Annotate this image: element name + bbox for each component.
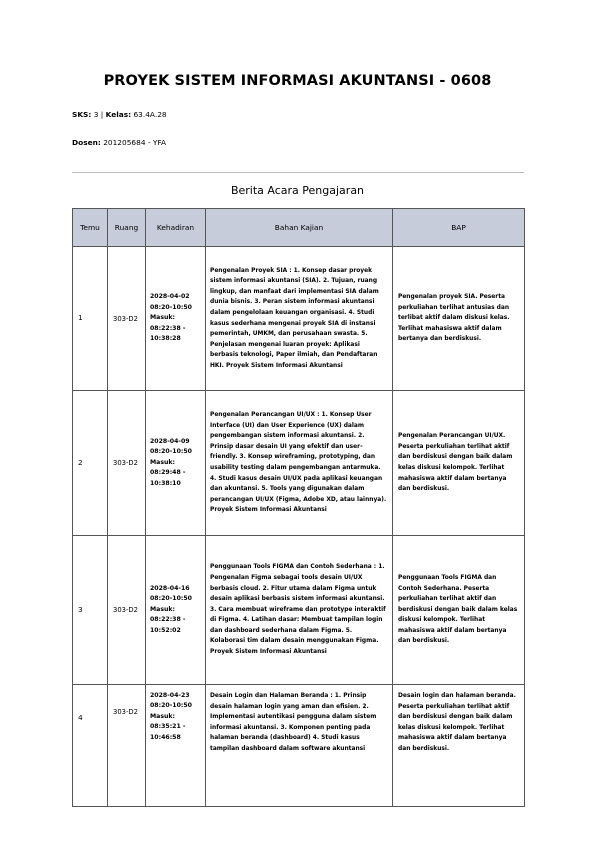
masuk-label: Masuk: (150, 458, 176, 466)
attendance-time: 08:35:21 - 10:46:58 (150, 723, 186, 741)
cell-ruang: 303-D2 (108, 536, 146, 685)
time-range: 08:20-10:50 (150, 702, 192, 710)
table-header-row (73, 209, 525, 247)
cell-kehadiran (146, 536, 206, 685)
cell-bap: Pengenalan Perancangan UI/UX. Peserta perkuliahan terlihat aktif dan berdiskusi dengan baik dalam kelas diskusi kelompok. Terlihat mahasiswa aktif dalam bertanya dan berdiskusi. (393, 391, 525, 536)
time-range: 08:20-10:50 (150, 595, 192, 603)
cell-ruang: 303-D2 (108, 391, 146, 536)
masuk-label: Masuk: (150, 605, 176, 613)
table-row (73, 536, 525, 685)
cell-bap: Penggunaan Tools FIGMA dan Contoh Sederhana. Peserta perkuliahan terlihat aktif dan berdiskusi dengan baik dalam kelas diskusi kelompok. Terlihat mahasiswa aktif dalam bertanya dan berdiskusi. (393, 536, 525, 685)
attendance-time: 08:29:48 - 10:38:10 (150, 469, 186, 487)
cell-ruang: 303-D2 (108, 685, 146, 807)
header-kehadiran: Kehadiran (146, 209, 206, 247)
header-bap: BAP (393, 209, 525, 247)
cell-temu: 4 (73, 685, 108, 807)
date: 2028-04-09 (150, 437, 190, 445)
masuk-label: Masuk: (150, 712, 176, 720)
cell-ruang: 303-D2 (108, 247, 146, 391)
horizontal-divider (72, 172, 524, 173)
cell-bap (393, 685, 525, 807)
teaching-record-table (72, 208, 525, 807)
cell-kehadiran (146, 247, 206, 391)
masuk-label: Masuk: (150, 314, 176, 322)
table-row (73, 391, 525, 536)
cell-bap: Pengenalan proyek SIA. Peserta perkuliahan terlihat antusias dan terlibat aktif dalam diskusi kelas. Terlihat mahasiswa aktif dalam bertanya dan berdiskusi. (393, 247, 525, 391)
cell-temu: 1 (73, 247, 108, 391)
bahan-kajian-text: Desain Login dan Halaman Beranda : 1. Prinsip desain halaman login yang aman dan efisien. 2. Implementasi autentikasi pengguna dalam sistem informasi akuntansi. 3. Komponen penting pada halaman beranda (dashboard) 4. Studi kasus tampilan dashboard dalam software akuntansi (210, 693, 377, 752)
cell-bahan-kajian: Pengenalan Proyek SIA : 1. Konsep dasar proyek sistem informasi akuntansi (SIA). 2. Tujuan, ruang lingkup, dan manfaat dari implementasi SIA dalam dunia bisnis. 3. Peran sistem informasi akuntansi dalam pengelolaan keuangan organisasi. 4. Studi kasus sederhana mengenai proyek SIA di instansi pemerintah, UMKM, dan perusahaan swasta. 5. Penjelasan mengenai luaran proyek: Aplikasi berbasis teknologi, Paper ilmiah, dan Pendaftaran HKI. Proyek Sistem Informasi Akuntansi (206, 247, 393, 391)
cell-bahan-kajian (206, 685, 393, 807)
sks-label: SKS: (72, 110, 92, 119)
table-row (73, 685, 525, 807)
lecturer-info (72, 138, 166, 147)
time-range: 08:20-10:50 (150, 303, 192, 311)
cell-bahan-kajian: Pengenalan Perancangan UI/UX : 1. Konsep User Interface (UI) dan User Experience (UX) dalam pengembangan sistem informasi akuntansi. 2. Prinsip dasar desain UI yang efektif dan user-friendly. 3. Konsep wireframing, prototyping, dan usability testing dalam pengembangan antarmuka. 4. Studi kasus desain UI/UX pada aplikasi keuangan dan akuntansi. 5. Tools yang digunakan dalam perancangan UI/UX (Figma, Adobe XD, atau lainnya). Proyek Sistem Informasi Akuntansi (206, 391, 393, 536)
table-row (73, 247, 525, 391)
cell-bahan-kajian: Penggunaan Tools FIGMA dan Contoh Sederhana : 1. Pengenalan Figma sebagai tools desain UI/UX berbasis cloud. 2. Fitur utama dalam Figma untuk desain aplikasi berbasis sistem informasi akuntansi. 3. Cara membuat wireframe dan prototype interaktif di Figma. 4. Latihan dasar: Membuat tampilan login dan dashboard sederhana dalam Figma. 5. Kolaborasi tim dalam desain menggunakan Figma. Proyek Sistem Informasi Akuntansi (206, 536, 393, 685)
section-title: Berita Acara Pengajaran (230, 184, 365, 197)
header-temu: Temu (73, 209, 108, 247)
date: 2028-04-02 (150, 293, 190, 301)
dosen-value: 201205684 - YFA (103, 138, 167, 147)
header-bahan-kajian: Bahan Kajian (206, 209, 393, 247)
time-range: 08:20-10:50 (150, 448, 192, 456)
date: 2028-04-23 (150, 692, 190, 699)
separator: | (100, 110, 106, 119)
cell-kehadiran (146, 685, 206, 807)
cell-kehadiran (146, 391, 206, 536)
cell-temu: 2 (73, 391, 108, 536)
kelas-label: Kelas: (105, 110, 132, 119)
course-info (72, 110, 167, 119)
document-title: PROYEK SISTEM INFORMASI AKUNTANSI - 0608 (103, 73, 492, 89)
cell-temu: 3 (73, 536, 108, 685)
attendance-time: 08:22:38 - 10:38:28 (150, 324, 186, 343)
kelas-value: 63.4A.28 (133, 110, 167, 119)
date: 2028-04-16 (150, 584, 190, 592)
header-ruang: Ruang (108, 209, 146, 247)
bap-text: Desain login dan halaman beranda. Peserta perkuliahan terlihat aktif dan berdiskusi dengan baik dalam kelas diskusi kelompok. Terlihat mahasiswa aktif dalam bertanya dan berdiskusi. (398, 693, 516, 752)
dosen-label: Dosen: (72, 138, 101, 147)
sks-value: 3 (93, 110, 99, 119)
attendance-time: 08:22:38 - 10:52:02 (150, 616, 186, 634)
